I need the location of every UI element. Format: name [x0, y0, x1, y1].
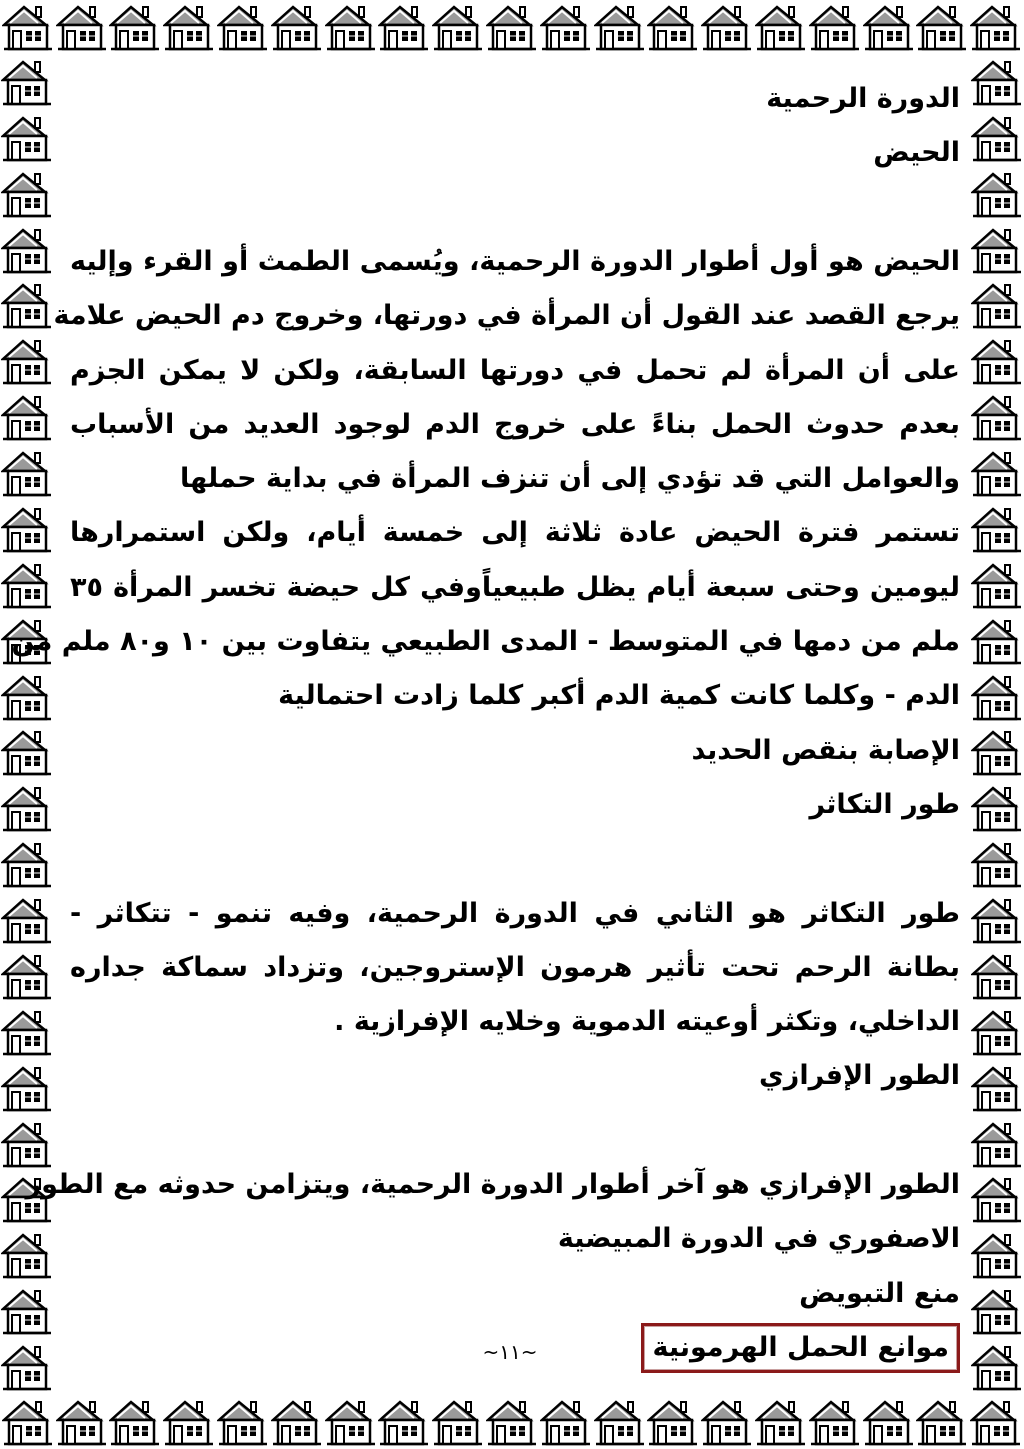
house-icon	[378, 0, 432, 54]
house-icon	[647, 0, 701, 54]
house-icon	[647, 1395, 701, 1449]
house-icon	[0, 390, 54, 444]
house-icon	[109, 0, 163, 54]
house-icon	[970, 1228, 1024, 1282]
house-icon	[1, 0, 55, 54]
house-icon	[593, 1395, 647, 1449]
house-icon	[970, 1172, 1024, 1226]
boxed-heading: موانع الحمل الهرمونية	[641, 1323, 960, 1373]
house-icon	[0, 1228, 54, 1282]
house-icon	[0, 55, 54, 109]
text-line: تستمر فترة الحيض عادة ثلاثة إلى خمسة أيام، ولكن استمرارها	[70, 517, 960, 549]
house-icon	[970, 949, 1024, 1003]
house-icon	[970, 781, 1024, 835]
text-line: الدورة الرحمية	[766, 83, 960, 114]
house-icon	[969, 0, 1023, 54]
house-icon	[0, 725, 54, 779]
blank-line	[70, 181, 960, 235]
house-icon	[754, 0, 808, 54]
house-icon	[378, 1395, 432, 1449]
house-icon	[270, 0, 324, 54]
border-right	[970, 54, 1024, 1395]
house-icon	[970, 837, 1024, 891]
house-icon	[970, 1284, 1024, 1338]
house-icon	[0, 334, 54, 388]
house-icon	[0, 111, 54, 165]
house-icon	[109, 1395, 163, 1449]
house-icon	[0, 949, 54, 1003]
text-line: ليومين وحتى سبعة أيام يظل طبيعياًوفي كل حيضة تخسر المرأة ٣٥	[70, 571, 960, 603]
text-line: الحيض هو أول أطوار الدورة الرحمية، ويُسمى الطمث أو القرء وإليه	[70, 245, 960, 277]
house-icon	[970, 278, 1024, 332]
text-line: بعدم حدوث الحمل بناءً على خروج الدم لوجود العديد من الأسباب	[70, 408, 960, 440]
house-icon	[970, 446, 1024, 500]
house-icon	[55, 1395, 109, 1449]
house-icon	[162, 1395, 216, 1449]
border-bottom	[0, 1395, 1024, 1449]
house-icon	[0, 781, 54, 835]
house-icon	[0, 893, 54, 947]
house-icon	[0, 558, 54, 612]
house-icon	[216, 0, 270, 54]
text-line: الداخلي، وتكثر أوعيته الدموية وخلايه الإفرازية .	[334, 1006, 960, 1038]
house-icon	[324, 0, 378, 54]
house-icon	[0, 223, 54, 277]
text-line: بطانة الرحم تحت تأثير هرمون الإستروجين، وتزداد سماكة جداره	[70, 951, 960, 983]
house-icon	[970, 670, 1024, 724]
page-number: ~١١~	[482, 1340, 538, 1364]
house-icon	[0, 1340, 54, 1394]
house-icon	[0, 1005, 54, 1059]
house-icon	[970, 1117, 1024, 1171]
text-line: على أن المرأة لم تحمل في دورتها السابقة، ولكن لا يمكن الجزم	[70, 354, 960, 386]
house-icon	[0, 1284, 54, 1338]
house-icon	[485, 1395, 539, 1449]
text-line: الحيض	[873, 137, 960, 169]
text-line: الاصفوري في الدورة المبيضية	[557, 1223, 960, 1255]
house-icon	[970, 223, 1024, 277]
house-icon	[970, 1340, 1024, 1394]
house-icon	[431, 1395, 485, 1449]
blank-line	[70, 832, 960, 886]
house-icon	[754, 1395, 808, 1449]
house-icon	[862, 1395, 916, 1449]
house-icon	[1, 1395, 55, 1449]
house-icon	[0, 1061, 54, 1115]
house-icon	[539, 1395, 593, 1449]
house-icon	[970, 614, 1024, 668]
house-icon	[162, 0, 216, 54]
house-icon	[970, 390, 1024, 444]
house-icon	[270, 1395, 324, 1449]
house-icon	[970, 893, 1024, 947]
house-icon	[0, 837, 54, 891]
house-icon	[0, 502, 54, 556]
house-icon	[324, 1395, 378, 1449]
house-icon	[970, 558, 1024, 612]
house-icon	[808, 1395, 862, 1449]
house-icon	[700, 0, 754, 54]
text-line: الإصابة بنقص الحديد	[691, 734, 960, 766]
house-icon	[970, 55, 1024, 109]
house-icon	[916, 0, 970, 54]
house-icon	[970, 334, 1024, 388]
text-line: الطور الإفرازي هو آخر أطوار الدورة الرحمية، ويتزامن حدوثه مع الطور	[25, 1169, 960, 1200]
house-icon	[0, 670, 54, 724]
text-line: طور التكاثر	[809, 788, 960, 820]
text-line: الطور الإفرازي	[759, 1060, 960, 1092]
house-icon	[970, 1005, 1024, 1059]
house-icon	[431, 0, 485, 54]
house-icon	[808, 0, 862, 54]
text-line: يرجع القصد عند القول أن المرأة في دورتها، وخروج دم الحيض علامة	[53, 300, 960, 332]
house-icon	[0, 167, 54, 221]
house-icon	[970, 111, 1024, 165]
house-icon	[916, 1395, 970, 1449]
house-icon	[0, 278, 54, 332]
house-icon	[0, 446, 54, 500]
house-icon	[700, 1395, 754, 1449]
house-icon	[55, 0, 109, 54]
house-icon	[216, 1395, 270, 1449]
house-icon	[593, 0, 647, 54]
house-icon	[969, 1395, 1023, 1449]
blank-line	[70, 1104, 960, 1158]
border-top	[0, 0, 1024, 54]
house-icon	[539, 0, 593, 54]
house-icon	[485, 0, 539, 54]
page-content	[11, 72, 960, 1382]
text-line: والعوامل التي قد تؤدي إلى أن تنزف المرأة في بداية حملها	[180, 463, 960, 495]
house-icon	[970, 725, 1024, 779]
house-icon	[970, 167, 1024, 221]
house-icon	[970, 1061, 1024, 1115]
house-icon	[970, 502, 1024, 556]
text-line: ملم من دمها في المتوسط - المدى الطبيعي يتفاوت بين ١٠ و٨٠ ملم من	[11, 626, 960, 657]
house-icon	[862, 0, 916, 54]
text-line: الدم - وكلما كانت كمية الدم أكبر كلما زادت احتمالية	[278, 680, 960, 712]
text-line: طور التكاثر هو الثاني في الدورة الرحمية، وفيه تنمو - تتكاثر -	[70, 897, 960, 929]
text-line: منع التبويض	[799, 1277, 960, 1309]
